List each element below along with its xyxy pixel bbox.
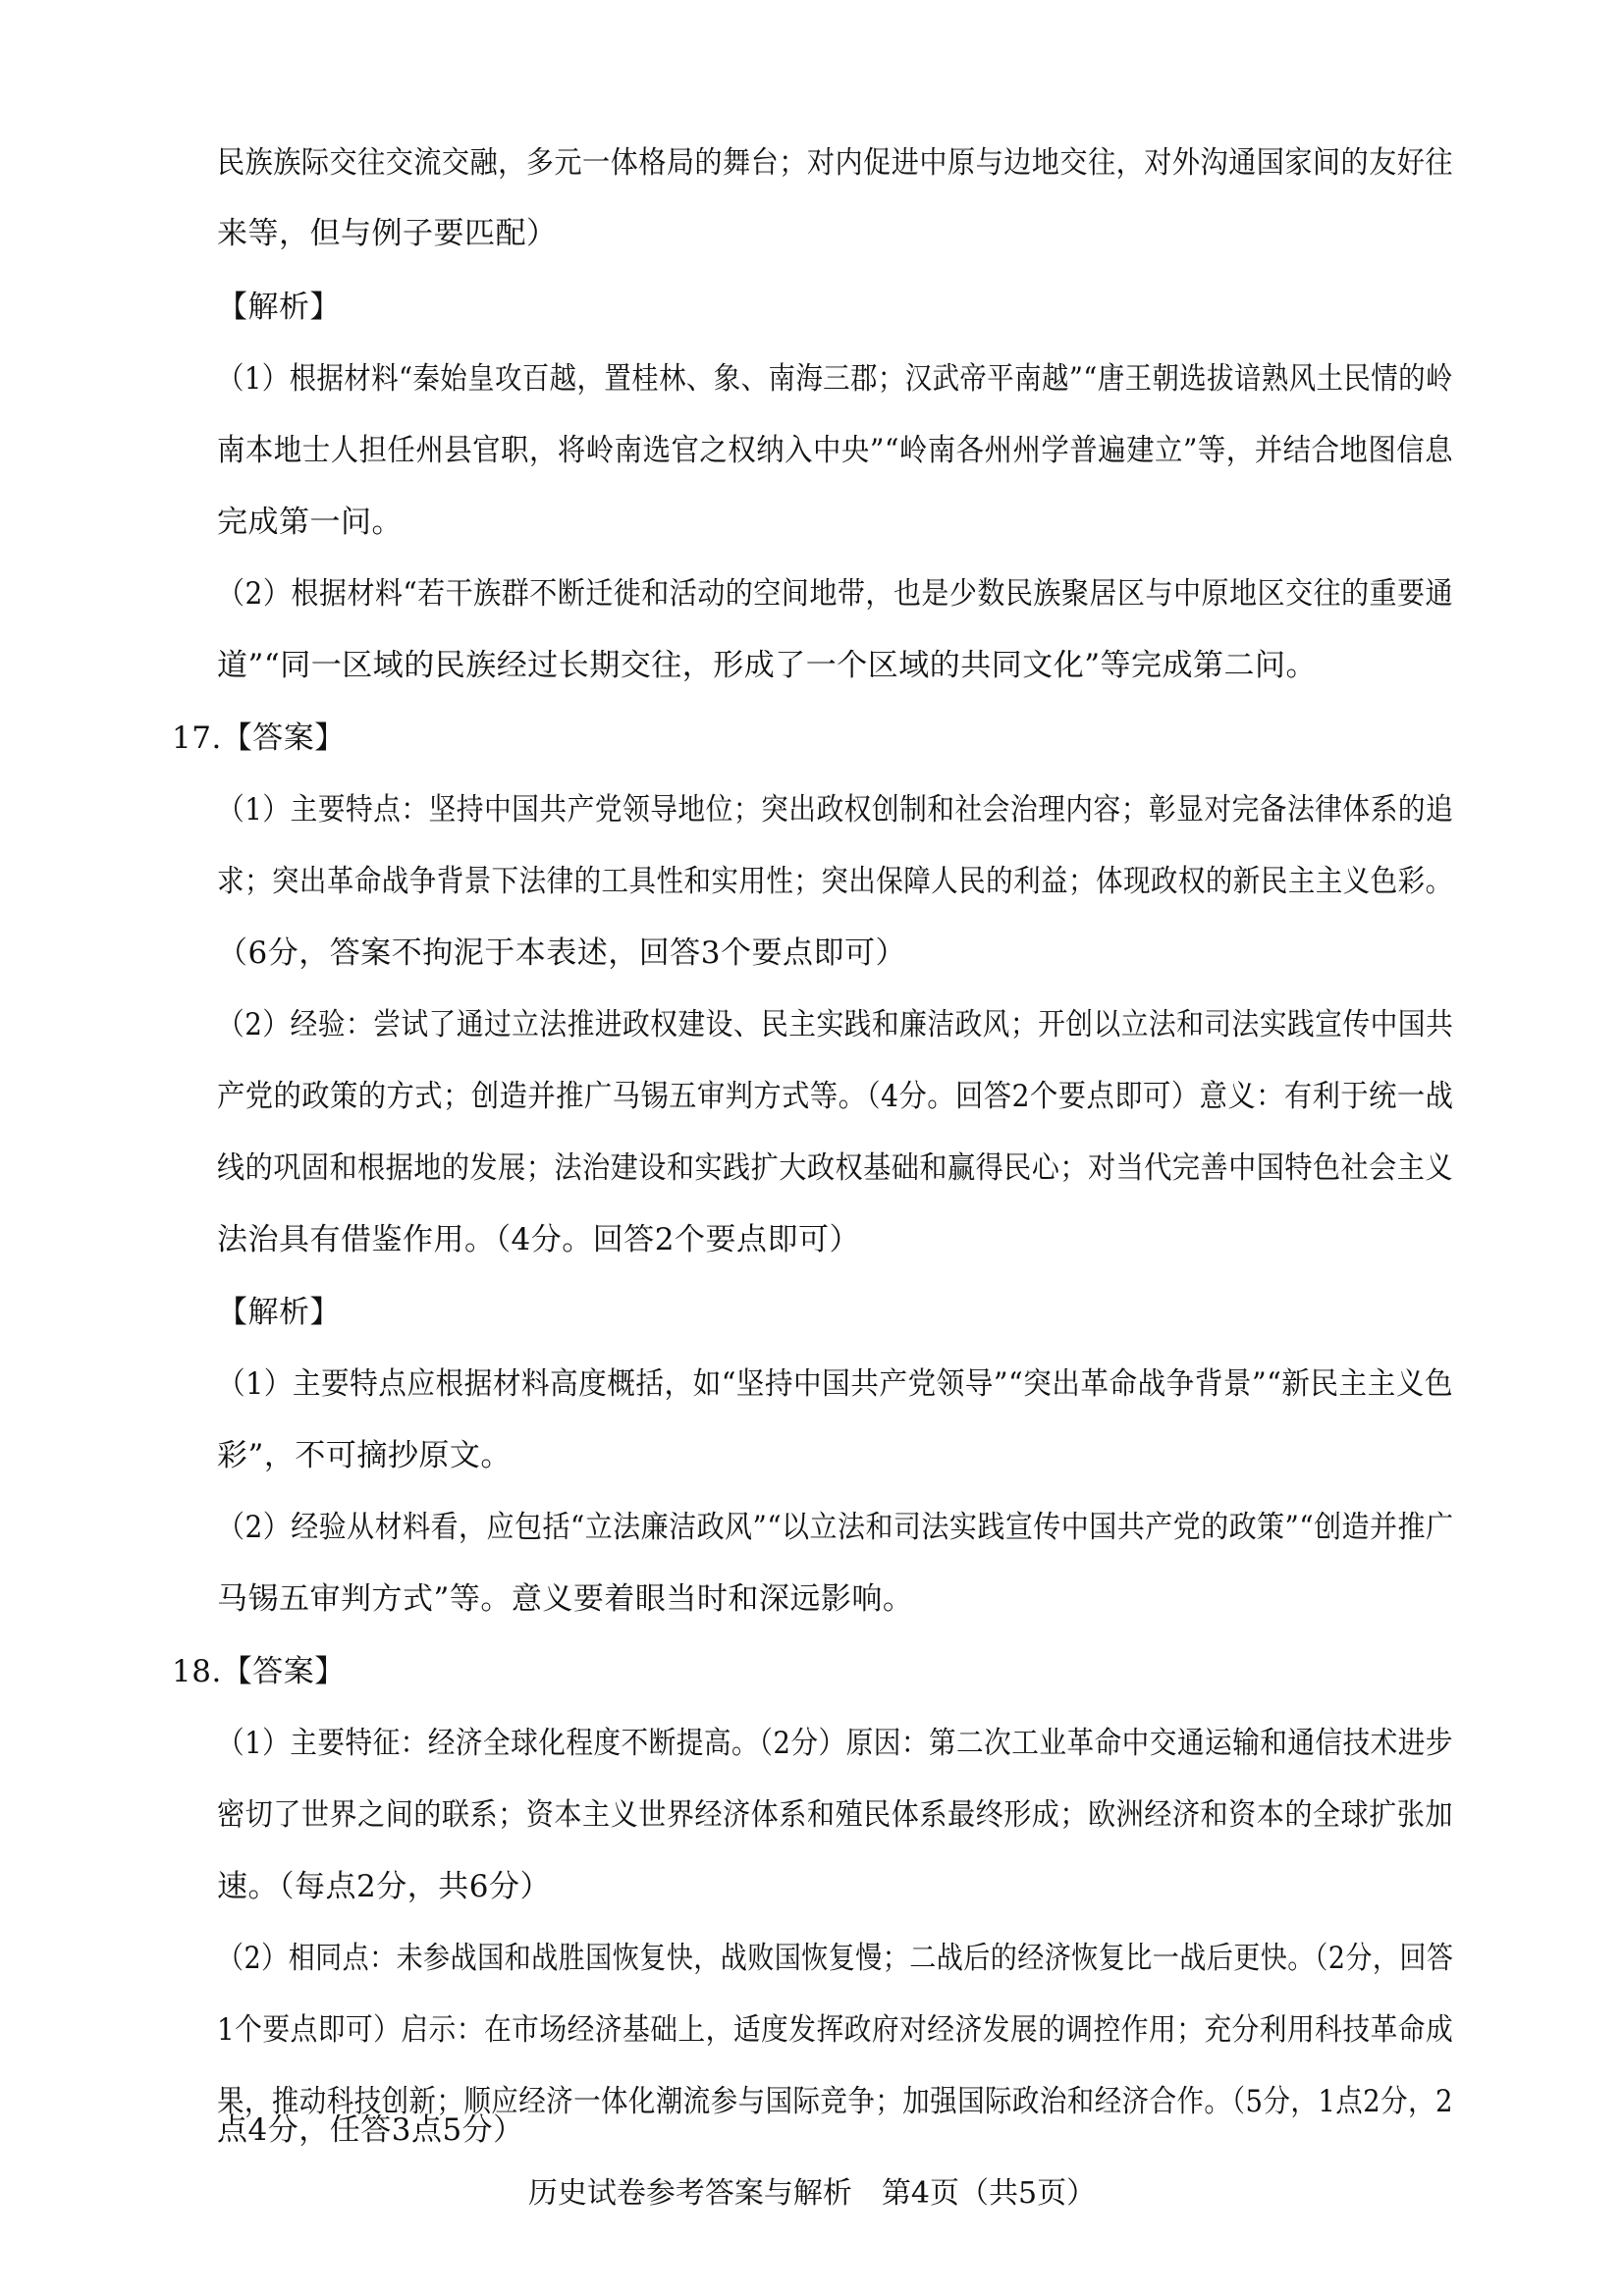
text-line: 果，推动科技创新；顺应经济一体化潮流参与国际竞争；加强国际政治和经济合作。（5分，1点2分，2	[217, 2084, 1453, 2119]
question-heading: 18.【答案】	[172, 1654, 346, 1689]
section-heading: 【解析】	[217, 1295, 341, 1330]
text-line: 马锡五审判方式”等。意义要着眼当时和深远影响。	[217, 1581, 914, 1617]
text-line: 点4分，任答3点5分）	[217, 2112, 524, 2148]
text-line: 南本地士人担任州县官职，将岭南选官之权纳入中央”“岭南各州州学普遍建立”等，并结合地图信息	[217, 433, 1454, 468]
text-line: 完成第一问。	[217, 505, 403, 540]
text-line: （1）主要特点：坚持中国共产党领导地位；突出政权创制和社会治理内容；彰显对完备法律体系的追	[217, 792, 1454, 828]
text-line: 密切了世界之间的联系；资本主义世界经济体系和殖民体系最终形成；欧洲经济和资本的全球扩张加	[217, 1797, 1453, 1833]
text-line: 产党的政策的方式；创造并推广马锡五审判方式等。（4分。回答2个要点即可）意义：有利于统一战	[217, 1079, 1454, 1114]
text-line: 法治具有借鉴作用。（4分。回答2个要点即可）	[217, 1222, 860, 1257]
text-line: （2）经验：尝试了通过立法推进政权建设、民主实践和廉洁政风；开创以立法和司法实践宣传中国共	[217, 1007, 1454, 1042]
section-heading: 【解析】	[217, 290, 341, 325]
text-line: 来等，但与例子要匹配）	[217, 216, 558, 251]
text-line: （2）根据材料“若干族群不断迁徙和活动的空间地带，也是少数民族聚居区与中原地区交往的重要通	[217, 576, 1454, 612]
text-line: （1）根据材料“秦始皇攻百越，置桂林、象、南海三郡；汉武帝平南越”“唐王朝选拔谙熟风土民情的岭	[217, 361, 1453, 397]
text-line: 彩”，不可摘抄原文。	[217, 1438, 512, 1473]
text-line: 求；突出革命战争背景下法律的工具性和实用性；突出保障人民的利益；体现政权的新民主主义色彩。	[217, 864, 1453, 899]
text-line: （2）经验从材料看，应包括“立法廉洁政风”“以立法和司法实践宣传中国共产党的政策”“创造并推广	[217, 1510, 1454, 1545]
text-line: 线的巩固和根据地的发展；法治建设和实践扩大政权基础和赢得民心；对当代完善中国特色社会主义	[217, 1150, 1453, 1186]
text-line: （2）相同点：未参战国和战胜国恢复快，战败国恢复慢；二战后的经济恢复比一战后更快。（2分，回答	[217, 1941, 1454, 1976]
text-line: （1）主要特征：经济全球化程度不断提高。（2分）原因：第二次工业革命中交通运输和通信技术进步	[217, 1726, 1453, 1761]
text-line: 1个要点即可）启示：在市场经济基础上，适度发挥政府对经济发展的调控作用；充分利用科技革命成	[217, 2012, 1454, 2048]
text-line: 民族族际交往交流交融，多元一体格局的舞台；对内促进中原与边地交往，对外沟通国家间的友好往	[217, 145, 1453, 181]
text-line: 速。（每点2分，共6分）	[217, 1869, 551, 1904]
text-line: 道”“同一区域的民族经过长期交往，形成了一个区域的共同文化”等完成第二问。	[217, 648, 1318, 683]
question-heading: 17.【答案】	[172, 721, 346, 756]
text-line: （1）主要特点应根据材料高度概括，如“坚持中国共产党领导”“突出革命战争背景”“新民主主义色	[217, 1366, 1453, 1402]
text-line: （6分，答案不拘泥于本表述，回答3个要点即可）	[217, 935, 906, 971]
page-footer: 历史试卷参考答案与解析 第4页（共5页）	[527, 2176, 1097, 2211]
